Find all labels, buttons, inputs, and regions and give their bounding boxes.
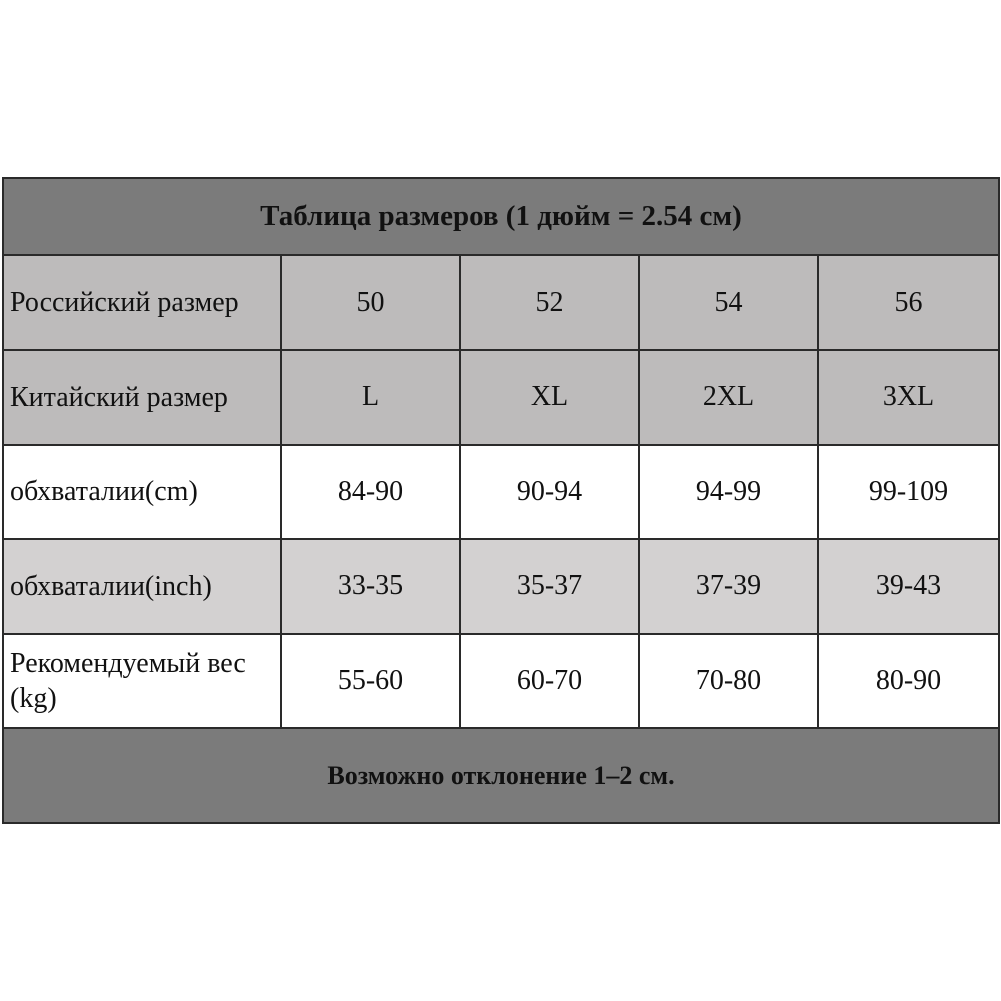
table-footer-note: Возможно отклонение 1–2 см. [3,728,999,823]
table-cell: 3XL [818,350,999,445]
size-chart-table [2,177,1000,824]
table-row-waist-inch [3,539,999,634]
table-cell: 70-80 [639,634,818,729]
table-cell: 37-39 [639,539,818,634]
table-row-recommended-weight [3,634,999,729]
table-cell: 52 [460,255,639,350]
table-title: Таблица размеров (1 дюйм = 2.54 см) [3,178,999,255]
table-cell: 80-90 [818,634,999,729]
row-label: Рекомендуемый вес (kg) [3,634,281,729]
table-cell: 90-94 [460,445,639,540]
table-cell: 50 [281,255,460,350]
table-row-russian-size [3,255,999,350]
table-row-chinese-size [3,350,999,445]
table-cell: 56 [818,255,999,350]
table-cell: 35-37 [460,539,639,634]
table-cell: XL [460,350,639,445]
row-label: обхваталии(inch) [3,539,281,634]
table-cell: 55-60 [281,634,460,729]
table-cell: 54 [639,255,818,350]
table-cell: L [281,350,460,445]
table-row-waist-cm [3,445,999,540]
table-cell: 39-43 [818,539,999,634]
table-cell: 2XL [639,350,818,445]
table-cell: 33-35 [281,539,460,634]
table-cell: 94-99 [639,445,818,540]
row-label: Российский размер [3,255,281,350]
row-label: обхваталии(cm) [3,445,281,540]
table-cell: 84-90 [281,445,460,540]
row-label: Китайский размер [3,350,281,445]
table-cell: 60-70 [460,634,639,729]
table-cell: 99-109 [818,445,999,540]
